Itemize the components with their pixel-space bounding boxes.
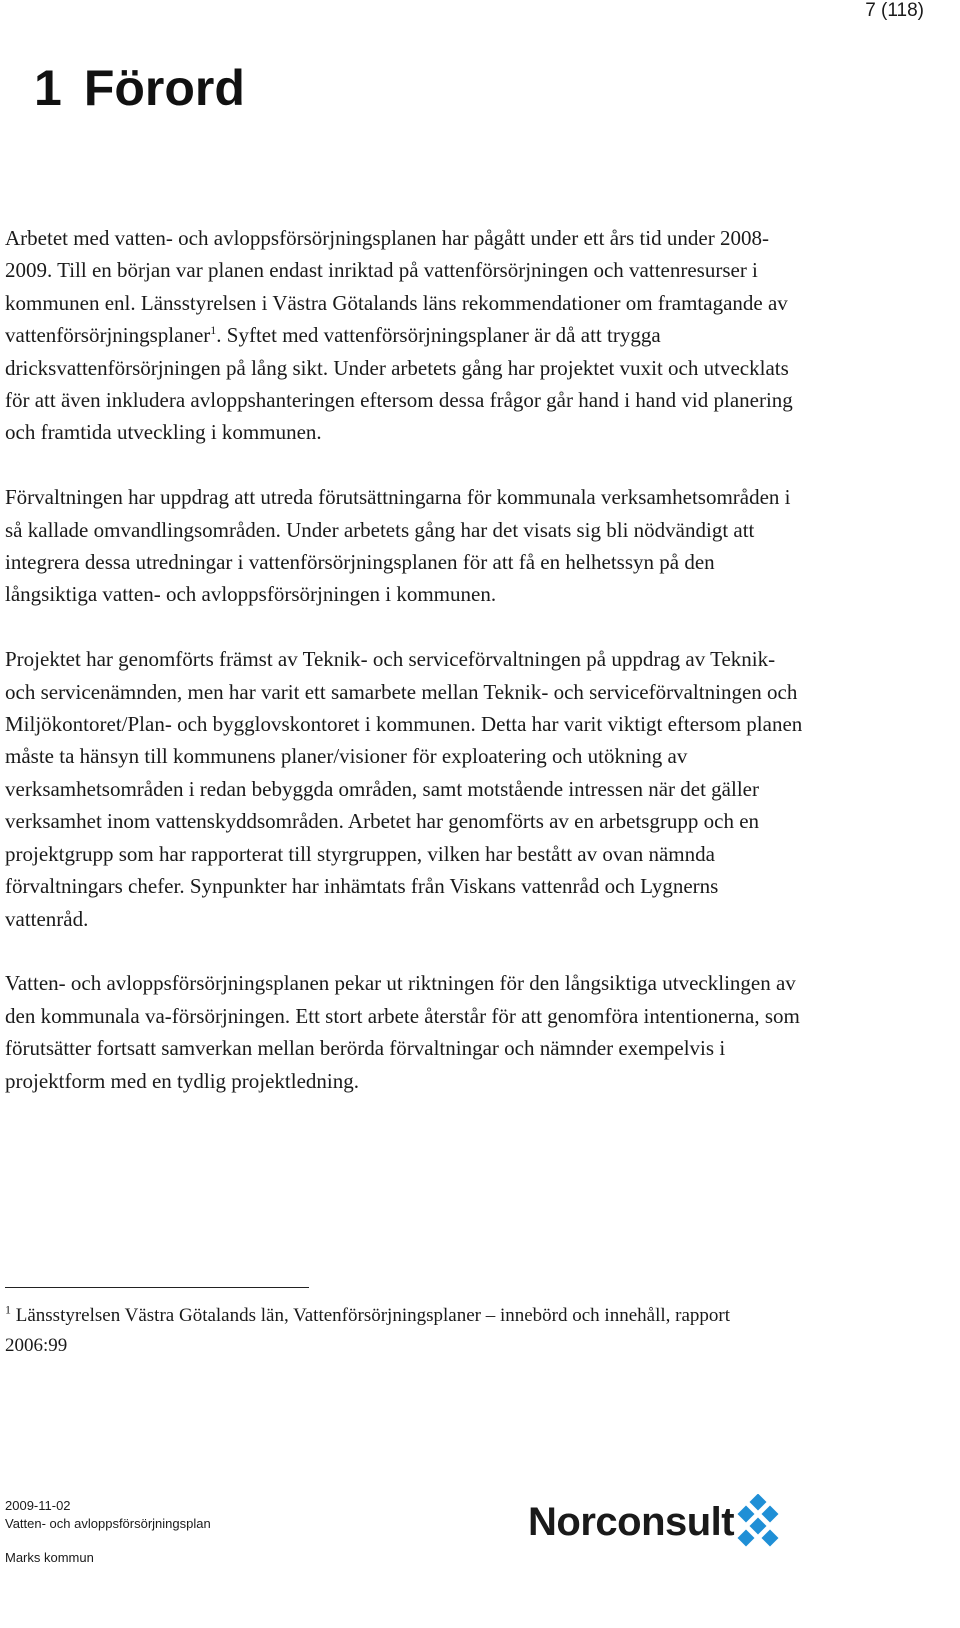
footnote — [5, 1301, 795, 1361]
footer-date: 2009-11-02 — [5, 1498, 71, 1513]
norconsult-logo — [528, 1494, 788, 1550]
logo-text: Norconsult — [528, 1500, 735, 1544]
footnote-text: Länsstyrelsen Västra Götalands län, Vattenförsörjningsplaner – innebörd och innehåll, rapport 2006:99 — [5, 1305, 731, 1356]
footnote-marker: 1 — [5, 1302, 11, 1317]
paragraph-4: Vatten- och avloppsförsörjningsplanen pekar ut riktningen för den långsiktiga utvecklingen av den kommunala va-försörjningen. Ett stort arbete återstår för att genomföra intentionerna, som förutsätter fortsatt samverkan mellan berörda förvaltningar och nämnder exempelvis i projektform med en tydlig projektledning. — [5, 971, 800, 1093]
paragraph-1 — [5, 222, 805, 449]
section-title: Förord — [83, 60, 245, 116]
footer-document-title: Vatten- och avloppsförsörjningsplan — [5, 1516, 211, 1531]
logo-diamond-bottom-left — [738, 1530, 755, 1547]
logo-diamond-top — [750, 1494, 767, 1510]
logo-diamond-bottom-right — [762, 1530, 779, 1547]
paragraph-1-part-a: Arbetet med vatten- och avloppsförsörjningsplanen har pågått under ett års tid under 2008-2009. Till en början var planen endast inriktad på vattenförsörjningen och vattenresurser i kommunen enl. Länsstyrelsen i Västra Götalands läns rekommendationer om framtagande av vattenförsörjningsplaner — [5, 226, 788, 348]
section-number: 1 — [34, 60, 62, 116]
logo-diamond-left — [738, 1506, 755, 1523]
paragraph-3: Projektet har genomförts främst av Teknik- och serviceförvaltningen på uppdrag av Teknik- och servicenämnden, men har varit ett samarbete mellan Teknik- och serviceförvaltningen och Miljökontoret/Plan- och bygglovskontoret i kommunen. Detta har varit viktigt eftersom planen måste ta hänsyn till kommunens planer/visioner för exploatering och utökning av verksamhetsområden i redan bebyggda områden, samt motstående intressen när det gäller verksamhet inom vattenskyddsområden. Arbetet har genomförts av en arbetsgrupp och en projektgrupp som har rapporterat till styrgruppen, vilken har bestått av ovan nämnda förvaltningars chefer. Synpunkter har inhämtats från Viskans vattenråd och Lygnerns vattenråd. — [5, 647, 803, 931]
page-number: 7 (118) — [865, 0, 924, 21]
footnote-reference[interactable]: 1 — [210, 323, 217, 338]
paragraph-1-part-b: . Syftet med vattenförsörjningsplaner är då att trygga dricksvattenförsörjningen på lång sikt. Under arbetets gång har projektet vuxit och utvecklats för att även inkludera avloppshanteringen eftersom dessa frågor går hand i hand vid planering och framtida utveckling i kommunen. — [5, 323, 793, 445]
footnote-divider — [5, 1287, 309, 1288]
footer-meta — [5, 1497, 211, 1567]
logo-diamond-center — [750, 1518, 767, 1535]
footer-municipality: Marks kommun — [5, 1550, 94, 1565]
logo-diamond-right — [762, 1506, 779, 1523]
norconsult-diamond-icon — [730, 1494, 786, 1550]
section-heading — [34, 58, 245, 118]
paragraph-2: Förvaltningen har uppdrag att utreda förutsättningarna för kommunala verksamhetsområden i så kallade omvandlingsområden. Under arbetets gång har det visats sig bli nödvändigt att integrera dessa utredningar i vattenförsörjningsplanen för att få en helhetssyn på den långsiktiga vatten- och avloppsförsörjningen i kommunen. — [5, 485, 791, 607]
body-text — [5, 222, 805, 1129]
